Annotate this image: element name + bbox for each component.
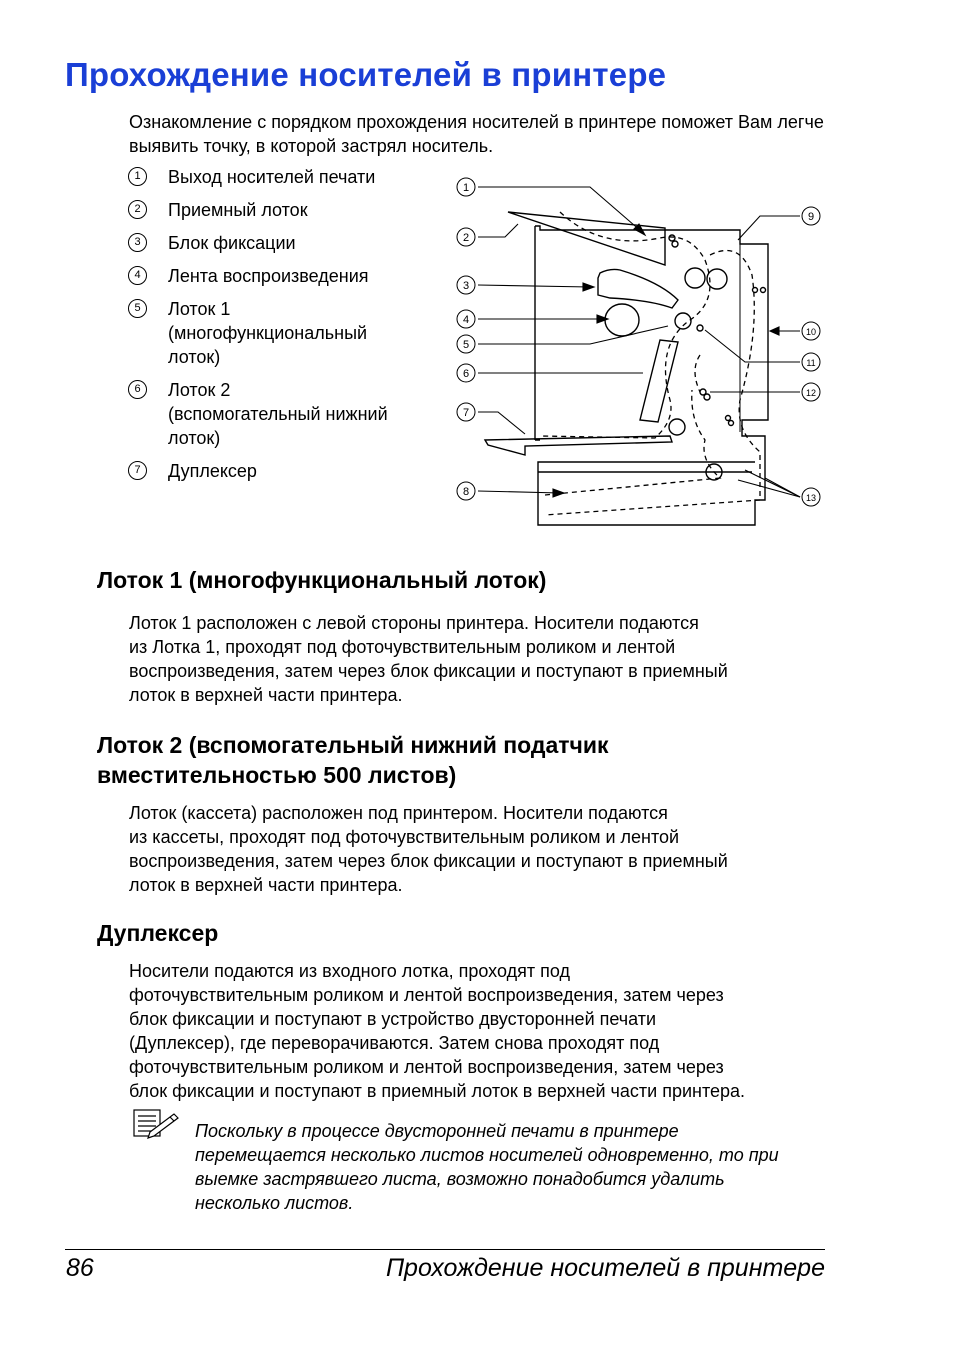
registration-roller bbox=[675, 313, 691, 329]
callout-label: 11 bbox=[806, 358, 816, 368]
legend-label: Приемный лоток bbox=[168, 200, 308, 220]
paper-path-diagram bbox=[450, 170, 830, 530]
manual-tray-shape bbox=[485, 436, 672, 455]
fuser-unit-shape bbox=[598, 269, 678, 308]
section-heading-duplexer: Дуплексер bbox=[97, 920, 219, 946]
paper-path-duplex bbox=[545, 251, 760, 516]
note-pencil-icon bbox=[132, 1108, 180, 1140]
legend-number: 4 bbox=[128, 266, 147, 285]
callout-label: 13 bbox=[805, 493, 817, 503]
callout-label: 6 bbox=[462, 368, 470, 380]
callout-label: 7 bbox=[462, 407, 470, 419]
legend-item bbox=[128, 459, 428, 483]
paper-path-main bbox=[540, 212, 710, 438]
callout-label: 2 bbox=[462, 232, 470, 244]
legend-number: 5 bbox=[128, 299, 147, 318]
section-body-tray1: Лоток 1 расположен с левой стороны принтера. Носители подаются из Лотка 1, проходят под фоточувствительным роликом и лентой воспроизведения, затем через блок фиксации и поступают в приемный лоток в верхней части принтера. bbox=[129, 613, 728, 705]
callout-label: 1 bbox=[462, 182, 470, 194]
note-text: Поскольку в процессе двусторонней печати в принтере перемещается несколько листов носителей одновременно, то при выемке застрявшего листа, возможно понадобится удалить несколько листов. bbox=[195, 1121, 779, 1213]
legend-number: 1 bbox=[128, 167, 147, 186]
callout-label: 5 bbox=[462, 339, 470, 351]
callout-label: 10 bbox=[805, 327, 817, 337]
legend-label: Лента воспроизведения bbox=[168, 266, 369, 286]
legend-number: 6 bbox=[128, 380, 147, 399]
section-heading-tray2: Лоток 2 (вспомогательный нижний податчик вместительностью 500 листов) bbox=[97, 732, 609, 788]
footer-divider bbox=[65, 1249, 825, 1250]
legend-item bbox=[128, 297, 428, 369]
legend-item bbox=[128, 264, 428, 288]
legend-number: 2 bbox=[128, 200, 147, 219]
intro-paragraph: Ознакомление с порядком прохождения носителей в принтере поможет Вам легче выявить точку, в которой застрял носитель. bbox=[129, 112, 824, 156]
legend-label: Дуплексер bbox=[168, 461, 257, 481]
legend-item bbox=[128, 231, 428, 255]
callout-label: 8 bbox=[462, 486, 470, 498]
fuser-roller bbox=[685, 268, 705, 288]
callout-label: 12 bbox=[805, 388, 817, 398]
callout-label: 3 bbox=[462, 280, 470, 292]
callout-label: 9 bbox=[807, 211, 815, 223]
legend-item bbox=[128, 165, 428, 189]
diagram-legend bbox=[128, 165, 428, 492]
output-tray-shape bbox=[508, 212, 665, 265]
legend-label: Лоток 2 (вспомогательный нижний лоток) bbox=[168, 380, 388, 448]
legend-label: Блок фиксации bbox=[168, 233, 296, 253]
page-number: 86 bbox=[66, 1254, 94, 1282]
legend-label: Лоток 1 (многофункциональный лоток) bbox=[168, 299, 368, 367]
feed-roller bbox=[669, 419, 685, 435]
callout-label: 4 bbox=[462, 314, 470, 326]
transfer-belt-shape bbox=[640, 340, 678, 422]
page-title: Прохождение носителей в принтере bbox=[65, 56, 667, 93]
legend-item bbox=[128, 378, 428, 450]
legend-number: 3 bbox=[128, 233, 147, 252]
legend-label: Выход носителей печати bbox=[168, 167, 376, 187]
legend-number: 7 bbox=[128, 461, 147, 480]
footer-title: Прохождение носителей в принтере bbox=[385, 1254, 825, 1282]
drum-shape bbox=[605, 304, 639, 336]
section-body-tray2: Лоток (кассета) расположен под принтером. Носители подаются из кассеты, проходят под фоточувствительным роликом и лентой воспроизведения, затем через блок фиксации и поступают в приемный лоток в верхней части принтера. bbox=[129, 803, 728, 895]
section-heading-tray1: Лоток 1 (многофункциональный лоток) bbox=[97, 567, 547, 593]
legend-item bbox=[128, 198, 428, 222]
paper-path-exit bbox=[695, 355, 700, 392]
section-body-duplexer: Носители подаются из входного лотка, проходят под фоточувствительным роликом и лентой воспроизведения, затем через блок фиксации и поступают в устройство двусторонней печати (Дуплексер), где переворачиваются. Затем снова проходят под фоточувствительным роликом и лентой воспроизведения, затем через блок фиксации и поступают в приемный лоток в верхней части принтера. bbox=[129, 961, 746, 1101]
